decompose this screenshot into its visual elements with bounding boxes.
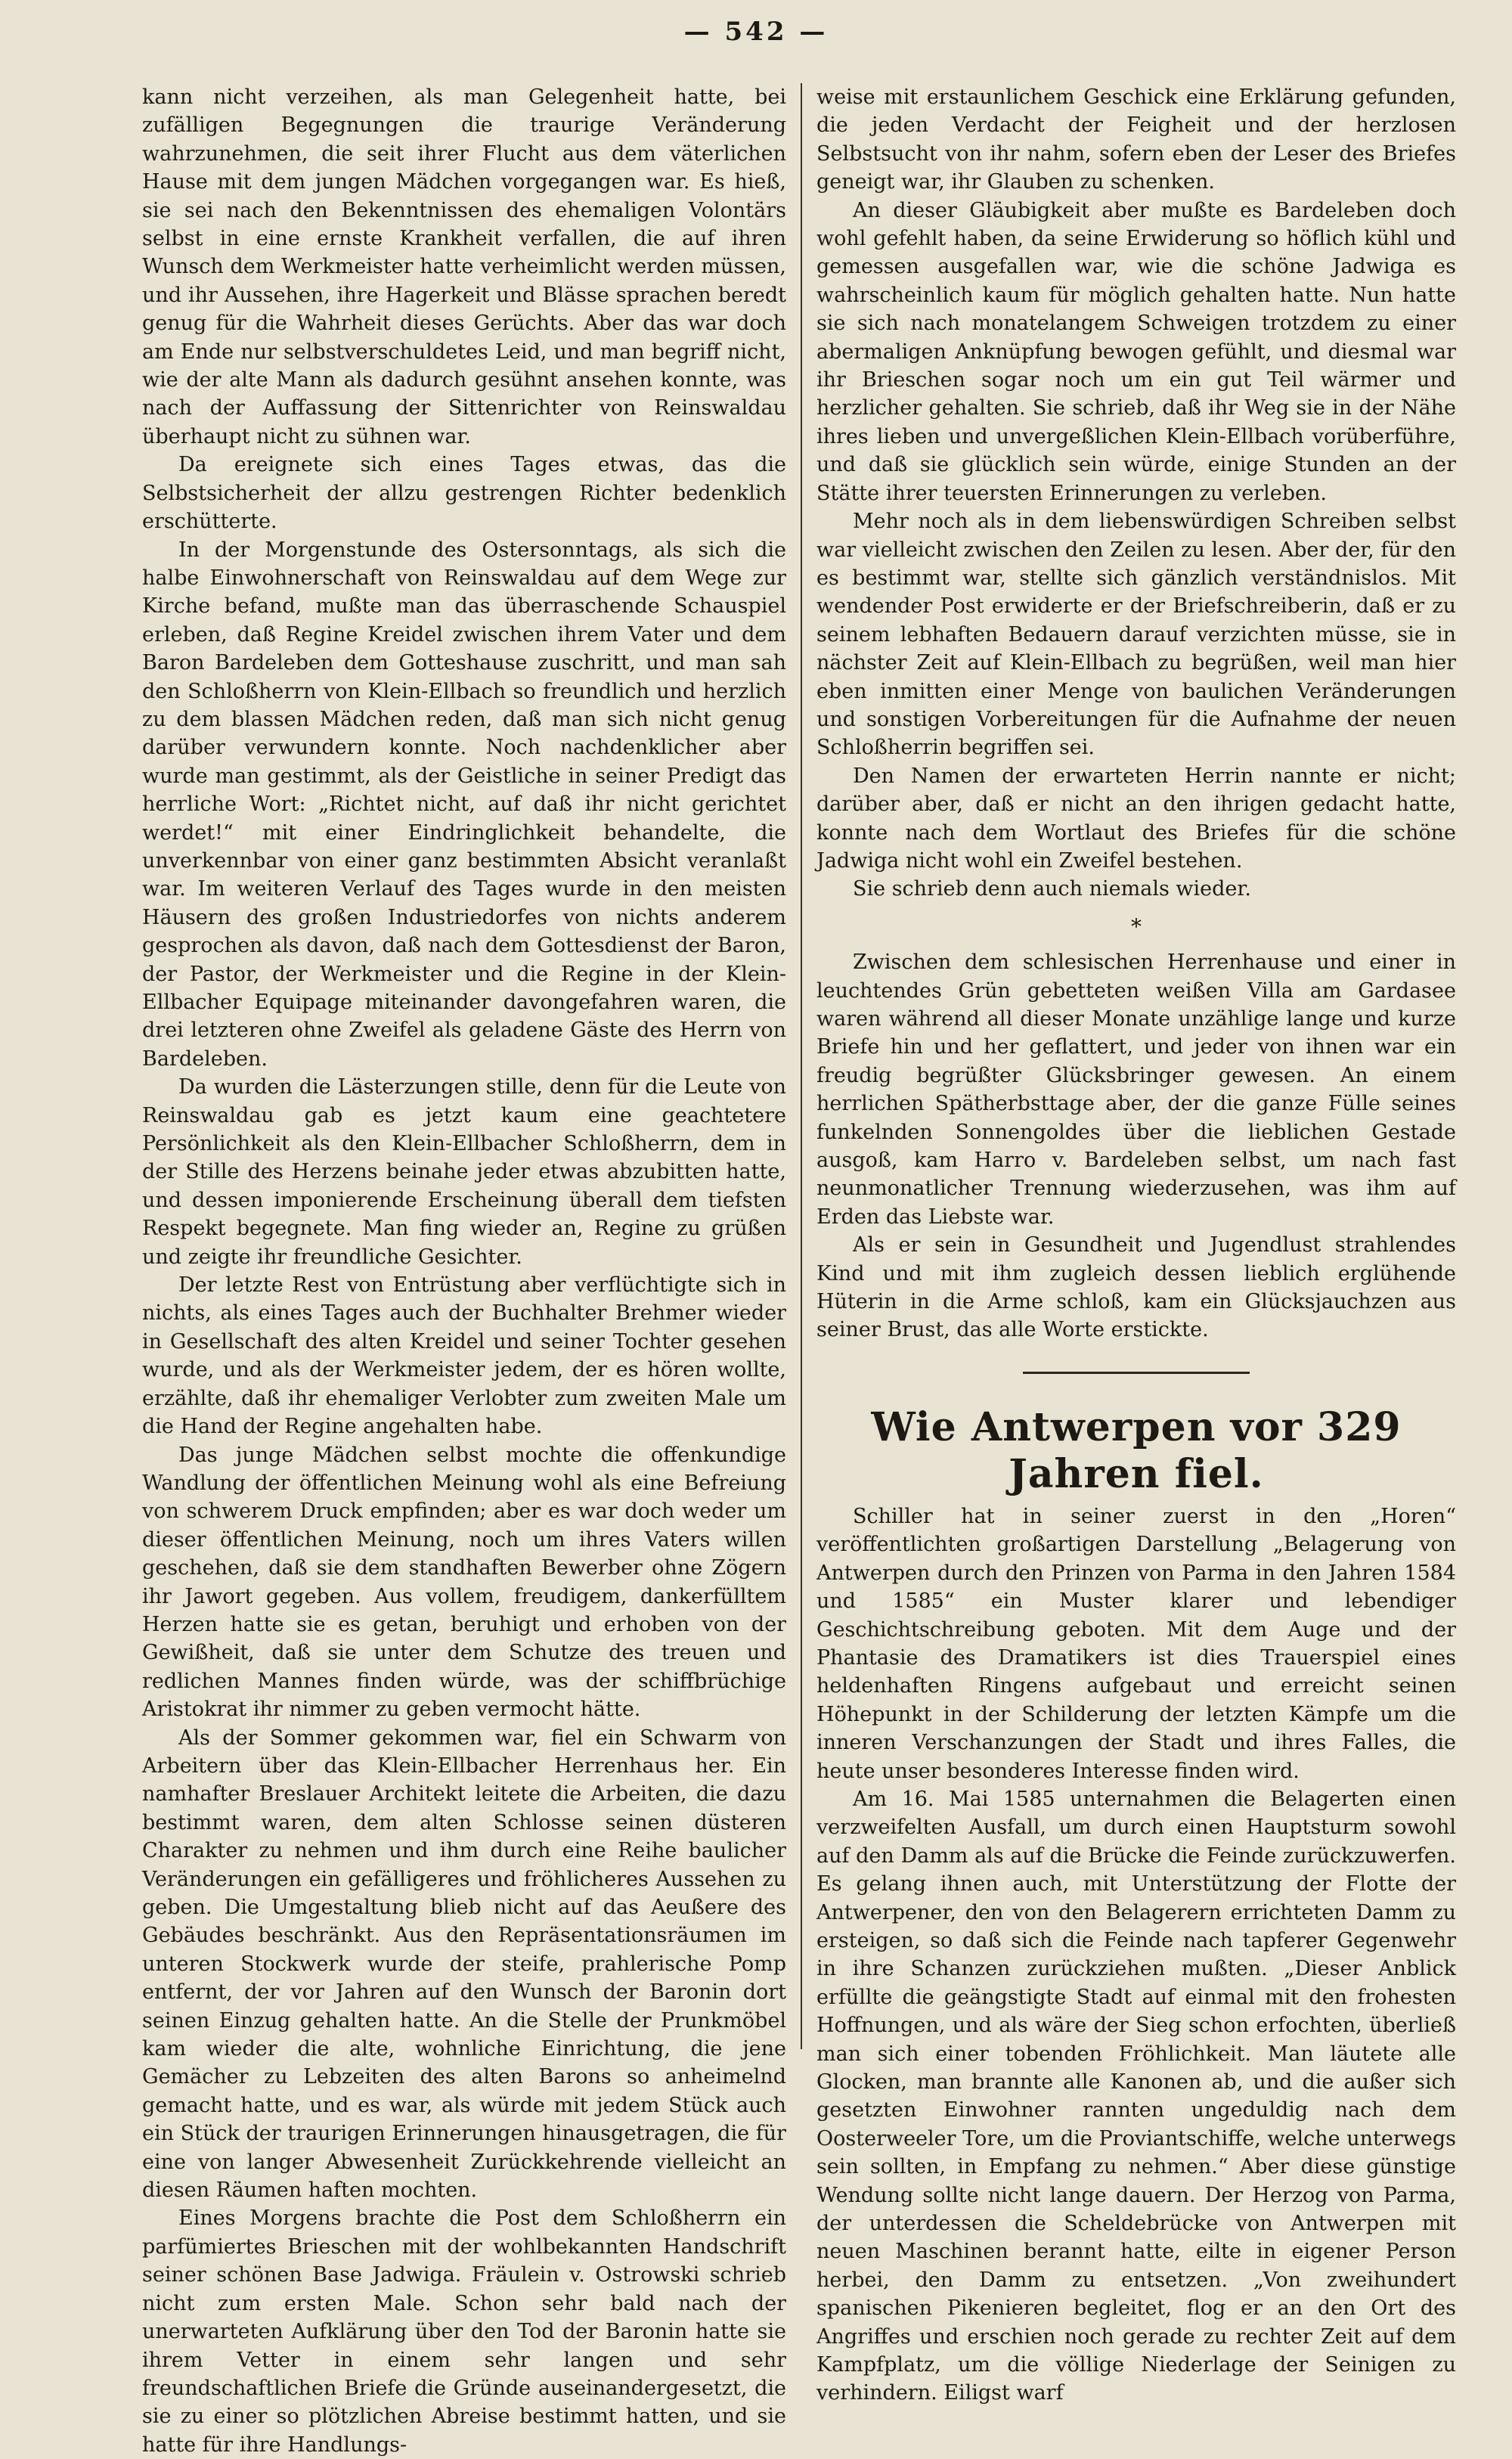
paragraph: Sie schrieb denn auch niemals wieder. [853, 877, 1251, 901]
paragraph: Mehr noch als in dem liebenswürdigen Schreiben selbst war vielleicht zwischen den Zeilen zu lesen. Aber der, für den es bestimmt war, stellte sich gänzlich verständnislos. Mit wendender Post erwiderte er der Briefschreiberin, daß er zu seinem lebhaften Bedauern darauf verzichten müsse, sie in nächster Zeit auf Klein-Ellbach zu begrüßen, weil man hier eben inmitten einer Menge von baulichen Veränderungen und sonstigen Vorbereitungen für die Aufnahme der neuen Schloßherrin begriffen sei. [816, 510, 1456, 760]
article-headline: Wie Antwerpen vor 329 Jahren fiel. [871, 1403, 1402, 1497]
paragraph: Da wurden die Lästerzungen stille, denn für die Leute von Reinswaldau gab es jetzt kaum eine geachtetere Persönlichkeit als den Klein-Ellbacher Schloßherrn, dem in der Stille des Herzens beinahe jeder etwas abzubitten hatte, und dessen imponierende Erscheinung überall dem tiefsten Respekt begegnete. Man fing wieder an, Regine zu grüßen und zeigte ihr freundliche Gesichter. [142, 1075, 786, 1269]
paragraph: In der Morgenstunde des Ostersonntags, als sich die halbe Einwohnerschaft von Reinswaldau auf dem Wege zur Kirche befand, mußte man das überraschende Schauspiel erleben, daß Regine Kreidel zwischen ihrem Vater und dem Baron Bardeleben dem Gotteshause zuschritt, und man sah den Schloßherrn von Klein-Ellbach so freundlich und herzlich zu dem blassen Mädchen reden, daß man sich nicht genug darüber verwundern konnte. Noch nachdenklicher aber wurde man gestimmt, als der Geistliche in seiner Predigt das herrliche Wort: „Richtet nicht, auf daß ihr nicht gerichtet werdet!“ mit einer Eindringlichkeit behandelte, die unverkennbar von einer ganz bestimmten Absicht veranlaßt war. Im weiteren Verlauf des Tages wurde in den meisten Häusern des großen Industriedorfes von nichts anderem gesprochen als davon, daß nach dem Gottesdienst der Baron, der Pastor, der Werkmeister und die Regine in der Klein-Ellbacher Equipage miteinander davongefahren waren, die drei letzteren ohne Zweifel als geladene Gäste des Herrn von Bardeleben. [142, 538, 786, 1071]
paragraph: weise mit erstaunlichem Geschick eine Erklärung gefunden, die jeden Verdacht der Feigheit und der herzlosen Selbstsucht von ihr nahm, sofern eben der Leser des Briefes geneigt war, ihr Glauben zu schenken. [816, 85, 1456, 194]
article-paragraph: Am 16. Mai 1585 unternahmen die Belagerten einen verzweifelten Ausfall, um durch einen Hauptsturm sowohl auf den Damm als auf die Brücke die Feinde zurückzuwerfen. Es gelang ihnen auch, mit Unterstützung der Flotte der Antwerpener, den von den Belagerern errichteten Damm zu ersteigen, so daß sich die Feinde nach tapferer Gegenwehr in ihre Schanzen zurückziehen mußten. „Dieser Anblick erfüllte die geängstigte Stadt auf einmal mit den frohesten Hoffnungen, und als wäre der Sieg schon erfochten, überließ man sich einer tobenden Fröhlichkeit. Man läutete alle Glocken, man brannte alle Kanonen ab, und die außer sich gesetzten Einwohner rannten ungeduldig nach dem Oosterweeler Tore, um die Proviantschiffe, welche unterwegs sein sollten, in Empfang zu nehmen.“ Aber diese günstige Wendung sollte nicht lange dauern. Der Herzog von Parma, der unterdessen die Scheldebrücke von Antwerpen mit neuen Maschinen berannt hatte, eilte in eigener Person herbei, den Damm zu entsetzen. „Von zweihundert spanischen Pikenieren begleitet, flog er an den Ort des Angriffes und erschien noch gerade zu rechter Zeit auf dem Kampfplatz, um die völlige Niederlage der Seinigen zu verhindern. Eiligst warf [816, 1787, 1456, 2405]
paragraph: Da ereignete sich eines Tages etwas, das die Selbstsicherheit der allzu gestrengen Richter bedenklich erschütterte. [142, 453, 786, 534]
page-number: — 542 — [683, 17, 829, 47]
paragraph: Das junge Mädchen selbst mochte die offenkundige Wandlung der öffentlichen Meinung wohl als eine Befreiung von schwerem Druck empfinden; aber es war doch weder um dieser öffentlichen Meinung, noch um ihres Vaters willen geschehen, daß sie dem standhaften Bewerber ohne Zögern ihr Jawort gegeben. Aus vollem, freudigem, dankerfülltem Herzen hatte sie es getan, beruhigt und erhoben von der Gewißheit, daß sie unter dem Schutze des treuen und redlichen Mannes finden würde, was der schiffbrüchige Aristokrat ihr nimmer zu geben vermocht hätte. [142, 1443, 786, 1722]
paragraph: Als er sein in Gesundheit und Jugendlust strahlendes Kind und mit ihm zugleich dessen lieblich erglühende Hüterin in die Arme schloß, kam ein Glücksjauchzen aus seiner Brust, das alle Worte erstickte. [816, 1233, 1456, 1342]
paragraph: Der letzte Rest von Entrüstung aber verflüchtigte sich in nichts, als eines Tages auch der Buchhalter Brehmer wieder in Gesellschaft des alten Kreidel und seiner Tochter gesehen wurde, und als der Werkmeister jedem, der es hören wollte, erzählte, daß ihr ehemaliger Verlobter zum zweiten Male um die Hand der Regine angehalten habe. [142, 1273, 786, 1439]
paragraph: kann nicht verzeihen, als man Gelegenheit hatte, bei zufälligen Begegnungen die traurige Veränderung wahrzunehmen, die seit ihrer Flucht aus dem väterlichen Hause mit dem jungen Mädchen vorgegangen war. Es hieß, sie sei nach den Bekenntnissen des ehemaligen Volontärs selbst in eine ernste Krankheit verfallen, die auf ihren Wunsch dem Werkmeister hatte verheimlicht werden müssen, und ihr Aussehen, ihre Hagerkeit und Blässe sprachen beredt genug für die Wahrheit dieses Gerüchts. Aber das war doch am Ende nur selbstverschuldetes Leid, und man begriff nicht, wie der alte Mann als dadurch gesühnt ansehen konnte, was nach der Auffassung der Sittenrichter von Reinswaldau überhaupt nicht zu sühnen war. [142, 85, 786, 448]
column-divider [801, 83, 802, 2049]
paragraph: Als der Sommer gekommen war, fiel ein Schwarm von Arbeitern über das Klein-Ellbacher Herrenhaus her. Ein namhafter Breslauer Architekt leitete die Arbeiten, die dazu bestimmt waren, dem alten Schlosse seinen düsteren Charakter zu nehmen und ihm durch eine Reihe baulicher Veränderungen ein gefälligeres und fröhlicheres Aussehen zu geben. Die Umgestaltung blieb nicht auf das Aeußere des Gebäudes beschränkt. Aus den Repräsentationsräumen im unteren Stockwerk wurde der steife, prahlerische Pomp entfernt, der vor Jahren auf den Wunsch der Baronin dort seinen Einzug gehalten hatte. An die Stelle der Prunkmöbel kam wieder die alte, wohnliche Einrichtung, die jene Gemächer zu Lebzeiten des alten Barons so anheimelnd gemacht hatte, und es war, als würde mit jedem Stück auch ein Stück der traurigen Erinnerungen hinausgetragen, die für eine von langer Abwesenheit Zurückkehrende vielleicht an diesen Räumen haften mochten. [142, 1726, 786, 2203]
left-column [142, 83, 786, 2457]
paragraph: An dieser Gläubigkeit aber mußte es Bardeleben doch wohl gefehlt haben, da seine Erwiderung so höflich kühl und gemessen ausgefallen war, wie die schöne Jadwiga es wahrscheinlich kaum für möglich gehalten hatte. Nun hatte sie sich nach monatelangem Schweigen trotzdem zu einer abermaligen Anknüpfung bewogen gefühlt, und diesmal war ihr Brieschen sogar noch um ein gut Teil wärmer und herzlicher gehalten. Sie schrieb, daß ihr Weg sie in der Nähe ihres lieben und unvergeßlichen Klein-Ellbach vorüberführe, und daß sie glücklich sein würde, einige Stunden an der Stätte ihrer teuersten Erinnerungen zu verleben. [816, 198, 1456, 505]
paragraph: Eines Morgens brachte die Post dem Schloßherrn ein parfümiertes Brieschen mit der wohlbekannten Handschrift seiner schönen Base Jadwiga. Fräulein v. Ostrowski schrieb nicht zum ersten Male. Schon sehr bald nach der unerwarteten Aufklärung über den Tod der Baronin hatte sie ihrem Vetter in einem sehr langen und sehr freundschaftlichen Briefe die Gründe auseinandergesetzt, die sie zu einer so plötzlichen Abreise bestimmt hatten, und sie hatte für ihre Handlungs- [142, 2206, 786, 2457]
paragraph: Den Namen der erwarteten Herrin nannte er nicht; darüber aber, daß er nicht an den ihrigen gedacht hatte, konnte nach dem Wortlaut des Briefes für die schöne Jadwiga nicht wohl ein Zweifel bestehen. [816, 764, 1456, 873]
article-separator-rule [1023, 1372, 1250, 1374]
right-column [816, 83, 1456, 2405]
article-paragraph: Schiller hat in seiner zuerst in den „Horen“ veröffentlichten großartigen Darstellung „Belagerung von Antwerpen durch den Prinzen von Parma in den Jahren 1584 und 1585“ ein Muster klarer und lebendiger Geschichtschreibung geboten. Mit dem Auge und der Phantasie des Dramatikers ist dies Trauerspiel eines heldenhaften Ringens aufgebaut und erreicht seinen Höhepunkt in der Schilderung der letzten Kämpfe um die inneren Verschanzungen der Stadt und ihres Falles, die heute unser besonderes Interesse finden wird. [816, 1504, 1456, 1783]
paragraph: Zwischen dem schlesischen Herrenhause und einer in leuchtendes Grün gebetteten weißen Villa am Gardasee waren während all dieser Monate unzählige lange und kurze Briefe hin und her geflattert, und jeder von ihnen war ein freudig begrüßter Glücksbringer gewesen. An einem herrlichen Spätherbsttage aber, der die ganze Fülle seines funkelnden Sonnengoldes über die lieblichen Gestade ausgoß, kam Harro v. Bardeleben selbst, um nach fast neunmonatlicher Trennung wiederzusehen, was ihm auf Erden das Liebste war. [816, 950, 1456, 1229]
section-break-star: * [1131, 913, 1142, 939]
